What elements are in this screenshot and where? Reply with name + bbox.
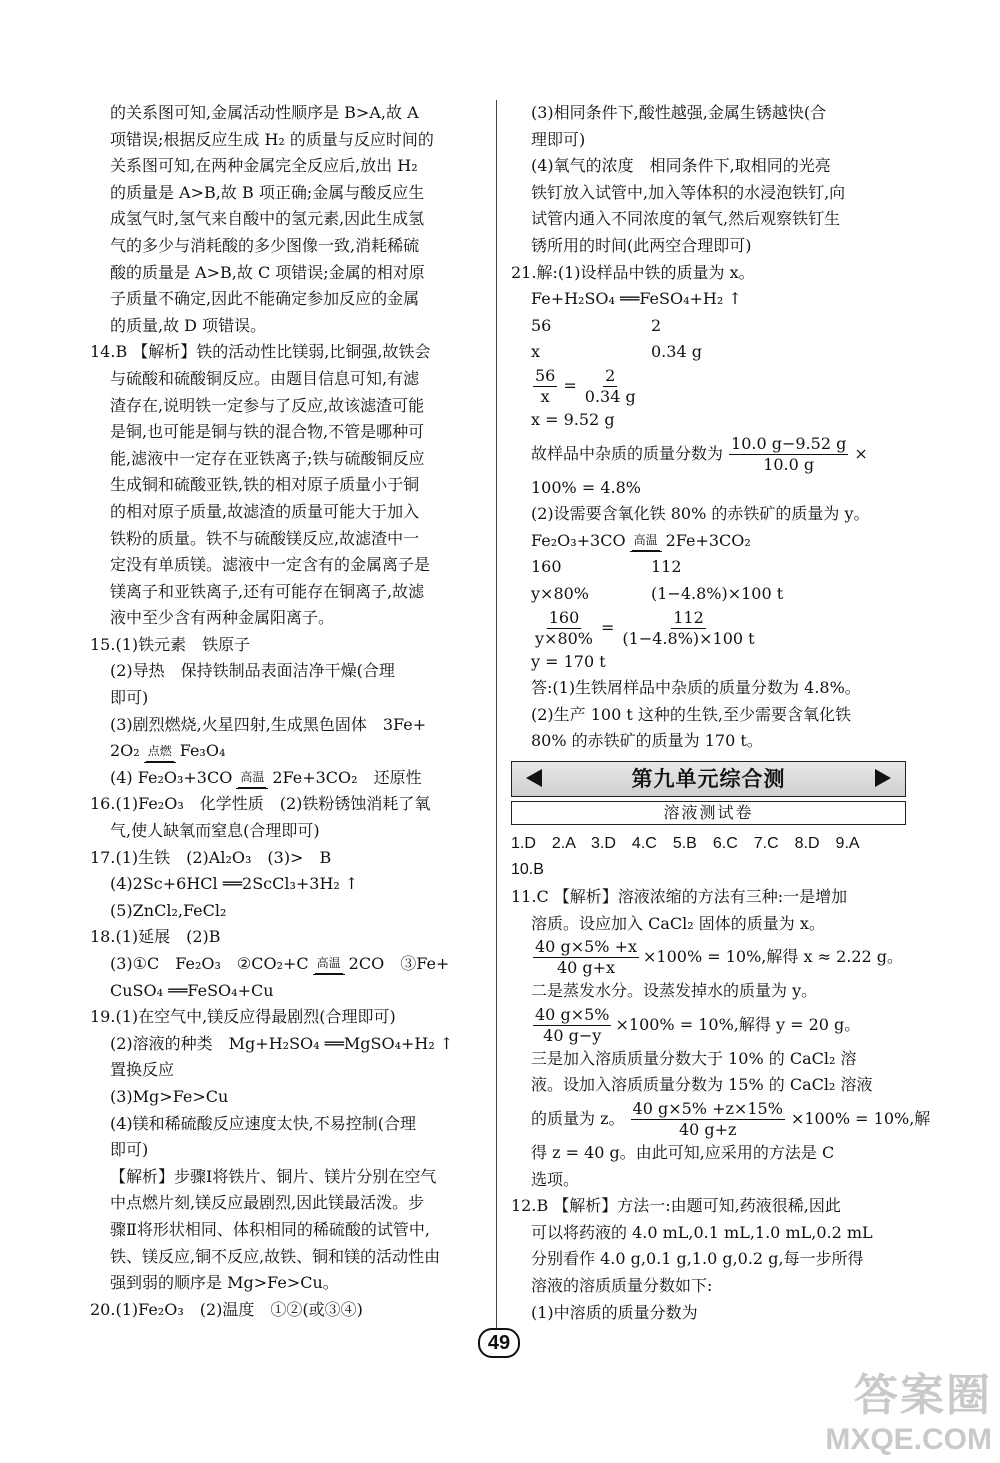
- question-21: [511, 260, 906, 755]
- left-column: [90, 100, 482, 1323]
- equation-left: (3)①C Fe₂O₃ ②CO₂+C: [110, 954, 309, 973]
- fraction-suffix: ×100% = 10%,解: [790, 1109, 931, 1129]
- condition-text: 高温: [632, 530, 660, 551]
- denominator: 40 g+x: [556, 958, 616, 978]
- text-line: 答:(1)生铁屑样品中杂质的质量分数为 4.8%。: [531, 678, 861, 698]
- text-line: 15.(1)铁元素 铁原子: [90, 634, 251, 654]
- text-line: 中点燃片刻,镁反应最剧烈,因此镁最活泼。步: [110, 1193, 425, 1213]
- watermark-logo: 答案圈: [854, 1370, 992, 1421]
- text-line: 【解析】步骤Ⅰ将铁片、铜片、镁片分别在空气: [110, 1166, 437, 1186]
- text-line: 分别看作 4.0 g,0.1 g,1.0 g,0.2 g,每一步所得: [531, 1249, 864, 1269]
- text-line: 的质量,故 D 项错误。: [110, 315, 267, 335]
- text-line: 酸的质量是 A>B,故 C 项错误;金属的相对原: [110, 262, 425, 282]
- text-line: 溶液的溶质质量分数如下:: [531, 1276, 713, 1295]
- double-bar: [144, 762, 176, 763]
- text-line: 即可): [110, 1140, 149, 1160]
- text-line: 铁、镁反应,铜不反应,故铁、铜和镁的活动性由: [110, 1246, 441, 1266]
- equation-line: [90, 951, 482, 978]
- fraction-line: [511, 1099, 931, 1140]
- reaction-condition: [630, 530, 662, 552]
- ratio-row: [511, 339, 906, 366]
- text-line: 能,滤液中一定存在亚铁离子;铁与硫酸铜反应: [110, 448, 425, 468]
- fraction-line: [511, 937, 906, 978]
- ratio-cell: 56: [531, 315, 552, 335]
- text-line: 理即可): [531, 129, 586, 149]
- denominator: 40 g−y: [543, 1025, 602, 1045]
- text-line: 的关系图可知,金属活动性顺序是 B>A,故 A: [110, 103, 419, 122]
- unit-banner: [511, 761, 906, 797]
- reaction-condition: [313, 953, 345, 975]
- fraction: [583, 366, 638, 407]
- text-line: 成氢气时,氢气来自酸中的氢元素,因此生成氢: [110, 209, 425, 229]
- numerator: 112: [673, 607, 704, 627]
- numerator: 40 g×5% +x: [535, 937, 637, 957]
- equation-line: [90, 738, 482, 765]
- fraction-suffix: ×100% = 10%,解得 x ≈ 2.22 g。: [643, 947, 904, 967]
- text-line: (2)溶液的种类 Mg+H₂SO₄ ══MgSO₄+H₂ ↑: [110, 1033, 454, 1053]
- q13-tail: [90, 100, 482, 339]
- text-line: 置换反应: [110, 1060, 175, 1080]
- fraction: [533, 1005, 611, 1046]
- ratio-row: [511, 581, 906, 608]
- numerator: 160: [548, 607, 580, 627]
- ratio-cell: 160: [531, 557, 562, 577]
- column-divider: [496, 100, 497, 1330]
- text-line: CuSO₄ ══FeSO₄+Cu: [110, 980, 274, 1000]
- text-line: 的相对原子质量,故滤渣的质量可能大于加入: [110, 501, 420, 521]
- denominator: 40 g+z: [678, 1120, 737, 1140]
- text-line: 锈所用的时间(此两空合理即可): [531, 235, 752, 255]
- numerator: 56: [535, 365, 556, 385]
- text-line: 二是蒸发水分。设蒸发掉水的质量为 y。: [531, 981, 818, 1001]
- right-column: [511, 100, 931, 1326]
- equation-line: [90, 765, 482, 792]
- double-bar: [630, 551, 662, 552]
- fraction: [533, 608, 595, 649]
- test-subtitle: 溶液测试卷: [511, 801, 906, 825]
- fraction: [620, 608, 756, 649]
- fraction-suffix: ×100% = 10%,解得 y = 20 g。: [615, 1015, 861, 1035]
- text-line: 选项。: [531, 1169, 580, 1189]
- text-line: 子质量不确定,因此不能确定参加反应的金属: [110, 289, 420, 309]
- numerator: 10.0 g−9.52 g: [731, 433, 847, 453]
- fraction-line: [511, 1005, 906, 1046]
- denominator: 10.0 g: [763, 454, 815, 474]
- question-15: [90, 632, 482, 792]
- answer-key-row: 10.B: [511, 861, 544, 879]
- text-line: 镁离子和亚铁离子,还有可能存在铜离子,故滤: [110, 581, 425, 601]
- text-line: (5)ZnCl₂,FeCl₂: [110, 900, 227, 920]
- equation-right: 2Fe+3CO₂: [665, 530, 751, 550]
- page-number: 49: [478, 1328, 520, 1358]
- question-19: [90, 1004, 482, 1297]
- equation-line: [511, 528, 906, 555]
- text-line: 是铜,也可能是铜与铁的混合物,不管是哪种可: [110, 422, 425, 442]
- fraction: [729, 434, 848, 475]
- text-line: 17.(1)生铁 (2)Al₂O₃ (3)> B: [90, 847, 332, 867]
- text-line: 液中至少含有两种金属阳离子。: [110, 608, 335, 628]
- text-line: 项错误;根据反应生成 H₂ 的质量与反应时间的: [110, 129, 434, 149]
- watermark: [825, 1359, 992, 1457]
- equation-right: Fe₃O₄: [179, 741, 226, 761]
- denominator: x: [540, 386, 550, 406]
- text-line: 渣存在,说明铁一定参与了反应,故该滤渣可能: [110, 395, 425, 415]
- text-line: (1)中溶质的质量分数为: [531, 1302, 698, 1322]
- double-bar: [313, 974, 345, 975]
- text-line: 100% = 4.8%: [531, 477, 641, 497]
- equation-left: 2O₂: [110, 741, 140, 761]
- text-line: 21.解:(1)设样品中铁的质量为 x。: [511, 262, 755, 282]
- text-line: (3)剧烈燃烧,火星四射,生成黑色固体 3Fe+: [110, 714, 427, 734]
- ratio-cell: 2: [651, 315, 662, 335]
- proportion: [511, 366, 906, 407]
- denominator: y×80%: [535, 628, 594, 648]
- text-line: 的质量是 A>B,故 B 项正确;金属与酸反应生: [110, 182, 425, 202]
- text-line: (3)相同条件下,酸性越强,金属生锈越快(合: [531, 103, 827, 122]
- fraction: [631, 1099, 785, 1140]
- text-line: x = 9.52 g: [531, 409, 615, 429]
- text-line: (3)Mg>Fe>Cu: [110, 1086, 229, 1106]
- ratio-row: [511, 554, 906, 581]
- text-line: 强到弱的顺序是 Mg>Fe>Cu。: [110, 1273, 339, 1293]
- proportion: [511, 608, 906, 649]
- text-line: 18.(1)延展 (2)B: [90, 927, 221, 947]
- text-line: 定没有单质镁。滤液中一定含有的金属离子是: [110, 555, 431, 575]
- numerator: 2: [605, 365, 616, 385]
- ratio-cell: y×80%: [531, 583, 590, 603]
- text-line: y = 170 t: [531, 651, 606, 671]
- text-line: 16.(1)Fe₂O₃ 化学性质 (2)铁粉锈蚀消耗了氧: [90, 794, 431, 814]
- fraction-suffix: ×: [854, 443, 868, 463]
- q20-tail: [511, 100, 906, 260]
- fraction: [533, 937, 639, 978]
- text-line: (2)导热 保持铁制品表面洁净干燥(合理: [110, 661, 395, 681]
- banner-title: 第九单元综合测: [631, 765, 786, 791]
- equation-left: Fe₂O₃+3CO: [531, 530, 626, 550]
- equation-line: Fe+H₂SO₄ ══FeSO₄+H₂ ↑: [531, 289, 742, 309]
- fraction-prefix: 故样品中杂质的质量分数为: [531, 443, 724, 463]
- question-18: [90, 924, 482, 1004]
- equals-sign: =: [601, 617, 615, 637]
- answer-key-row: 1.D 2.A 3.D 4.C 5.B 6.C 7.C 8.D 9.A: [511, 834, 860, 852]
- text-line: 铁钉放入试管中,加入等体积的水浸泡铁钉,向: [531, 182, 846, 202]
- fraction: [533, 366, 557, 407]
- text-line: 试管内通入不同浓度的氧气,然后观察铁钉生: [531, 209, 841, 229]
- text-line: 液。设加入溶质质量分数为 15% 的 CaCl₂ 溶液: [531, 1075, 873, 1095]
- equation-right: 2CO ③Fe+: [348, 954, 450, 973]
- text-line: 80% 的赤铁矿的质量为 170 t。: [531, 731, 763, 751]
- equals-sign: =: [563, 376, 577, 396]
- ratio-cell: (1−4.8%)×100 t: [651, 583, 784, 603]
- numerator: 40 g×5%: [535, 1004, 610, 1024]
- text-line: 即可): [110, 688, 149, 708]
- text-line: 得 z = 40 g。由此可知,应采用的方法是 C: [531, 1143, 835, 1163]
- numerator: 40 g×5% +z×15%: [632, 1099, 783, 1119]
- text-line: 12.B 【解析】方法一:由题可知,药液很稀,因此: [511, 1196, 841, 1216]
- watermark-url: MXQE.COM: [825, 1423, 992, 1456]
- condition-text: 点燃: [146, 741, 174, 762]
- equation-left: (4) Fe₂O₃+3CO: [110, 767, 233, 787]
- question-16: [90, 791, 482, 844]
- reaction-condition: [144, 741, 176, 763]
- text-line: (4)2Sc+6HCl ══2ScCl₃+3H₂ ↑: [110, 874, 359, 894]
- fraction-line: [511, 434, 906, 475]
- question-20: 20.(1)Fe₂O₃ (2)温度 ①②(或③④): [90, 1299, 363, 1319]
- text-line: 11.C 【解析】溶液浓缩的方法有三种:一是增加: [511, 887, 848, 907]
- question-12: [511, 1193, 906, 1326]
- arrow-left-icon: [526, 769, 542, 787]
- text-line: 气,使人缺氧而窒息(合理即可): [110, 821, 320, 841]
- text-line: 与硫酸和硫酸铜反应。由题目信息可知,有滤: [110, 368, 420, 388]
- text-line: 骤Ⅱ将形状相同、体积相同的稀硫酸的试管中,: [110, 1219, 430, 1239]
- condition-text: 高温: [238, 767, 266, 788]
- question-11: [511, 884, 931, 1193]
- denominator: (1−4.8%)×100 t: [622, 628, 755, 648]
- ratio-cell: 112: [651, 557, 682, 577]
- reaction-condition: [236, 767, 268, 789]
- fraction-prefix: 的质量为 z。: [531, 1109, 625, 1129]
- ratio-cell: x: [531, 342, 541, 362]
- text-line: 19.(1)在空气中,镁反应得最剧烈(合理即可): [90, 1007, 396, 1027]
- question-14: [90, 339, 482, 632]
- text-line: 铁粉的质量。铁不与硫酸镁反应,故滤渣中一: [110, 528, 420, 548]
- text-line: (2)生产 100 t 这种的生铁,至少需要含氧化铁: [531, 704, 851, 724]
- equation-right: 2Fe+3CO₂ 还原性: [272, 767, 422, 787]
- double-bar: [236, 788, 268, 789]
- text-line: (4)氧气的浓度 相同条件下,取相同的光亮: [531, 156, 831, 176]
- text-line: 溶质。设应加入 CaCl₂ 固体的质量为 x。: [531, 913, 825, 933]
- text-line: 气的多少与消耗酸的多少图像一致,消耗稀硫: [110, 235, 420, 255]
- ratio-cell: 0.34 g: [651, 342, 702, 362]
- ratio-row: [511, 313, 906, 340]
- text-line: 生成铜和硫酸亚铁,铁的相对原子质量小于铜: [110, 475, 420, 495]
- text-line: 三是加入溶质质量分数大于 10% 的 CaCl₂ 溶: [531, 1048, 857, 1068]
- text-line: 关系图可知,在两种金属完全反应后,放出 H₂: [110, 156, 418, 176]
- text-line: 14.B 【解析】铁的活动性比镁弱,比铜强,故铁会: [90, 342, 431, 362]
- text-line: (4)镁和稀硫酸反应速度太快,不易控制(合理: [110, 1113, 416, 1133]
- arrow-right-icon: [875, 769, 891, 787]
- text-line: 可以将药液的 4.0 mL,0.1 mL,1.0 mL,0.2 mL: [531, 1222, 873, 1242]
- question-17: [90, 845, 482, 925]
- text-line: (2)设需要含氧化铁 80% 的赤铁矿的质量为 y。: [531, 504, 870, 524]
- condition-text: 高温: [315, 953, 343, 974]
- denominator: 0.34 g: [584, 386, 636, 406]
